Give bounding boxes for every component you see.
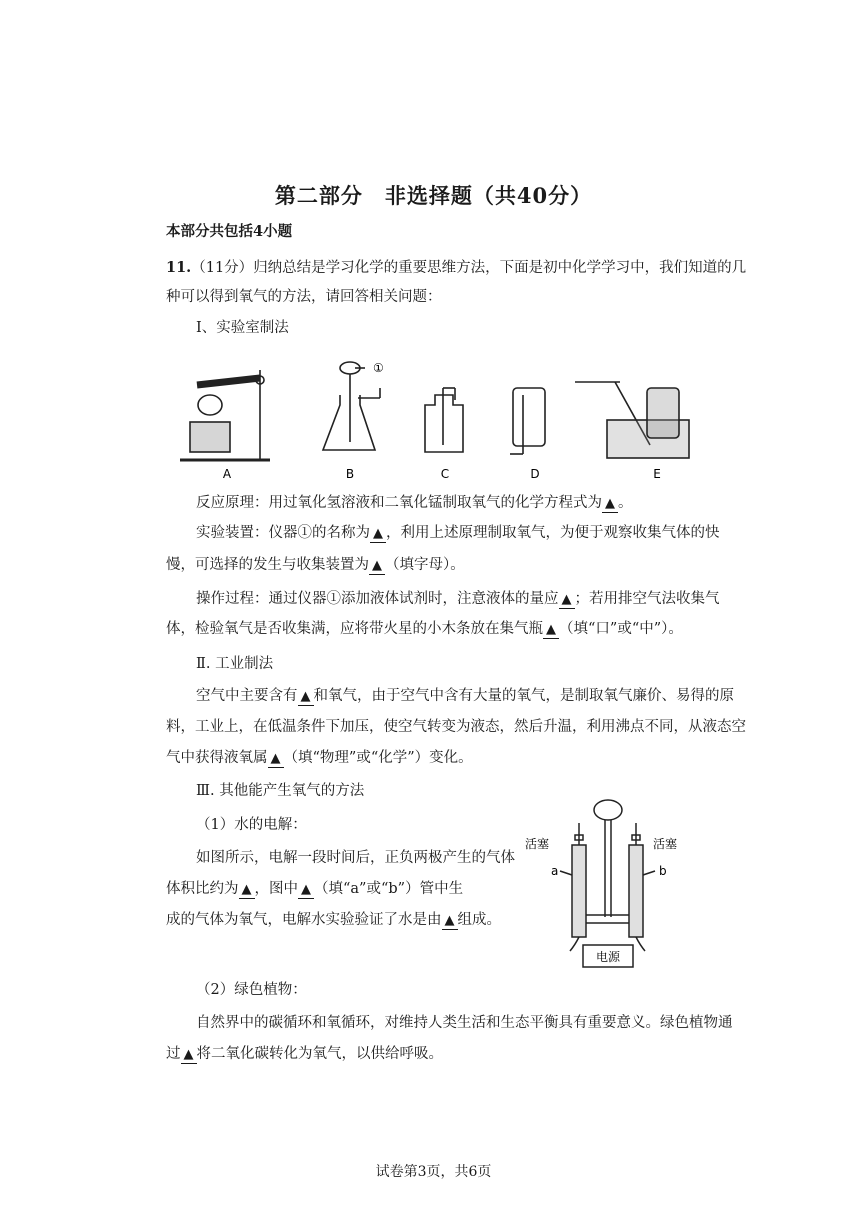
green-plant-line-2: 过 ▲ 将二氧化碳转化为氧气，以供给呼吸。 (166, 1046, 443, 1062)
section-1-heading: Ⅰ、实验室制法 (196, 320, 289, 336)
answer-blank: ▲ (268, 751, 284, 768)
question-11-line-1: 11.（11分）归纳总结是学习化学的重要思维方法，下面是初中化学学习中，我们知道的几 (166, 259, 747, 276)
question-score: （11分） (191, 260, 254, 276)
electrolysis-figure (525, 795, 695, 975)
answer-blank: ▲ (370, 526, 386, 543)
apparatus-label-d: D (530, 467, 540, 480)
reaction-principle: 反应原理：用过氧化氢溶液和二氧化锰制取氧气的化学方程式为 ▲ 。 (196, 495, 633, 511)
green-plant-heading: （2）绿色植物： (196, 982, 307, 998)
operation-line-1: 操作过程：通过仪器①添加液体试剂时，注意液体的量应 ▲ ；若用排空气法收集气 (196, 591, 720, 607)
operation-line-2: 体，检验氧气是否收集满，应将带火星的小木条放在集气瓶 ▲ （填“口”或“中”）。 (166, 621, 683, 637)
electrolysis-line-2: 体积比约为 ▲ ，图中 ▲ （填“a”或“b”）管中生 (166, 881, 464, 897)
section-3-heading: Ⅲ. 其他能产生氧气的方法 (196, 783, 365, 799)
question-number: 11. (166, 259, 192, 276)
tube-b-label: b (659, 864, 667, 878)
right-stopcock-label: 活塞 (653, 837, 678, 851)
instrument-1-marker: ① (373, 361, 384, 375)
apparatus-label-e: E (653, 467, 661, 480)
apparatus-label-c: C (440, 467, 450, 480)
answer-blank: ▲ (369, 558, 385, 575)
industrial-line-2: 料，工业上，在低温条件下加压，使空气转变为液态，然后升温，利用沸点不同，从液态空 (166, 719, 746, 735)
answer-blank: ▲ (181, 1047, 197, 1064)
answer-blank: ▲ (602, 496, 618, 513)
question-11-line-2: 种可以得到氧气的方法，请回答相关问题： (166, 289, 442, 305)
left-stopcock-label: 活塞 (525, 837, 550, 851)
apparatus-line-2: 慢，可选择的发生与收集装置为 ▲ （填字母）。 (166, 557, 465, 573)
electrolysis-line-1: 如图所示，电解一段时间后，正负两极产生的气体 (196, 850, 515, 866)
answer-blank: ▲ (543, 622, 559, 639)
section-2-heading: Ⅱ. 工业制法 (196, 656, 274, 672)
page-title: 第二部分 非选择题（共40分） (274, 183, 593, 208)
apparatus-line-1: 实验装置：仪器①的名称为 ▲ ，利用上述原理制取氧气，为便于观察收集气体的快 (196, 525, 720, 541)
power-supply-label: 电源 (595, 950, 621, 964)
answer-blank: ▲ (298, 689, 314, 706)
section-intro: 本部分共包括4小题 (166, 223, 293, 240)
page-footer: 试卷第3页，共6页 (375, 1164, 492, 1180)
apparatus-label-a: A (222, 467, 232, 480)
tube-a-label: a (551, 864, 559, 878)
electrolysis-line-3: 成的气体为氧气，电解水实验验证了水是由 ▲ 组成。 (166, 912, 501, 928)
answer-blank: ▲ (442, 913, 458, 930)
answer-blank: ▲ (559, 592, 575, 609)
answer-blank: ▲ (239, 882, 255, 899)
green-plant-line-1: 自然界中的碳循环和氧循环，对维持人类生活和生态平衡具有重要意义。绿色植物通 (196, 1015, 733, 1031)
industrial-line-3: 气中获得液氧属 ▲ （填“物理”或“化学”）变化。 (166, 750, 473, 766)
electrolysis-heading: （1）水的电解： (196, 817, 307, 833)
apparatus-label-b: B (345, 467, 355, 480)
answer-blank: ▲ (298, 882, 314, 899)
lab-apparatus-figure (175, 350, 695, 480)
industrial-line-1: 空气中主要含有 ▲ 和氧气，由于空气中含有大量的氧气，是制取氧气廉价、易得的原 (196, 688, 734, 704)
